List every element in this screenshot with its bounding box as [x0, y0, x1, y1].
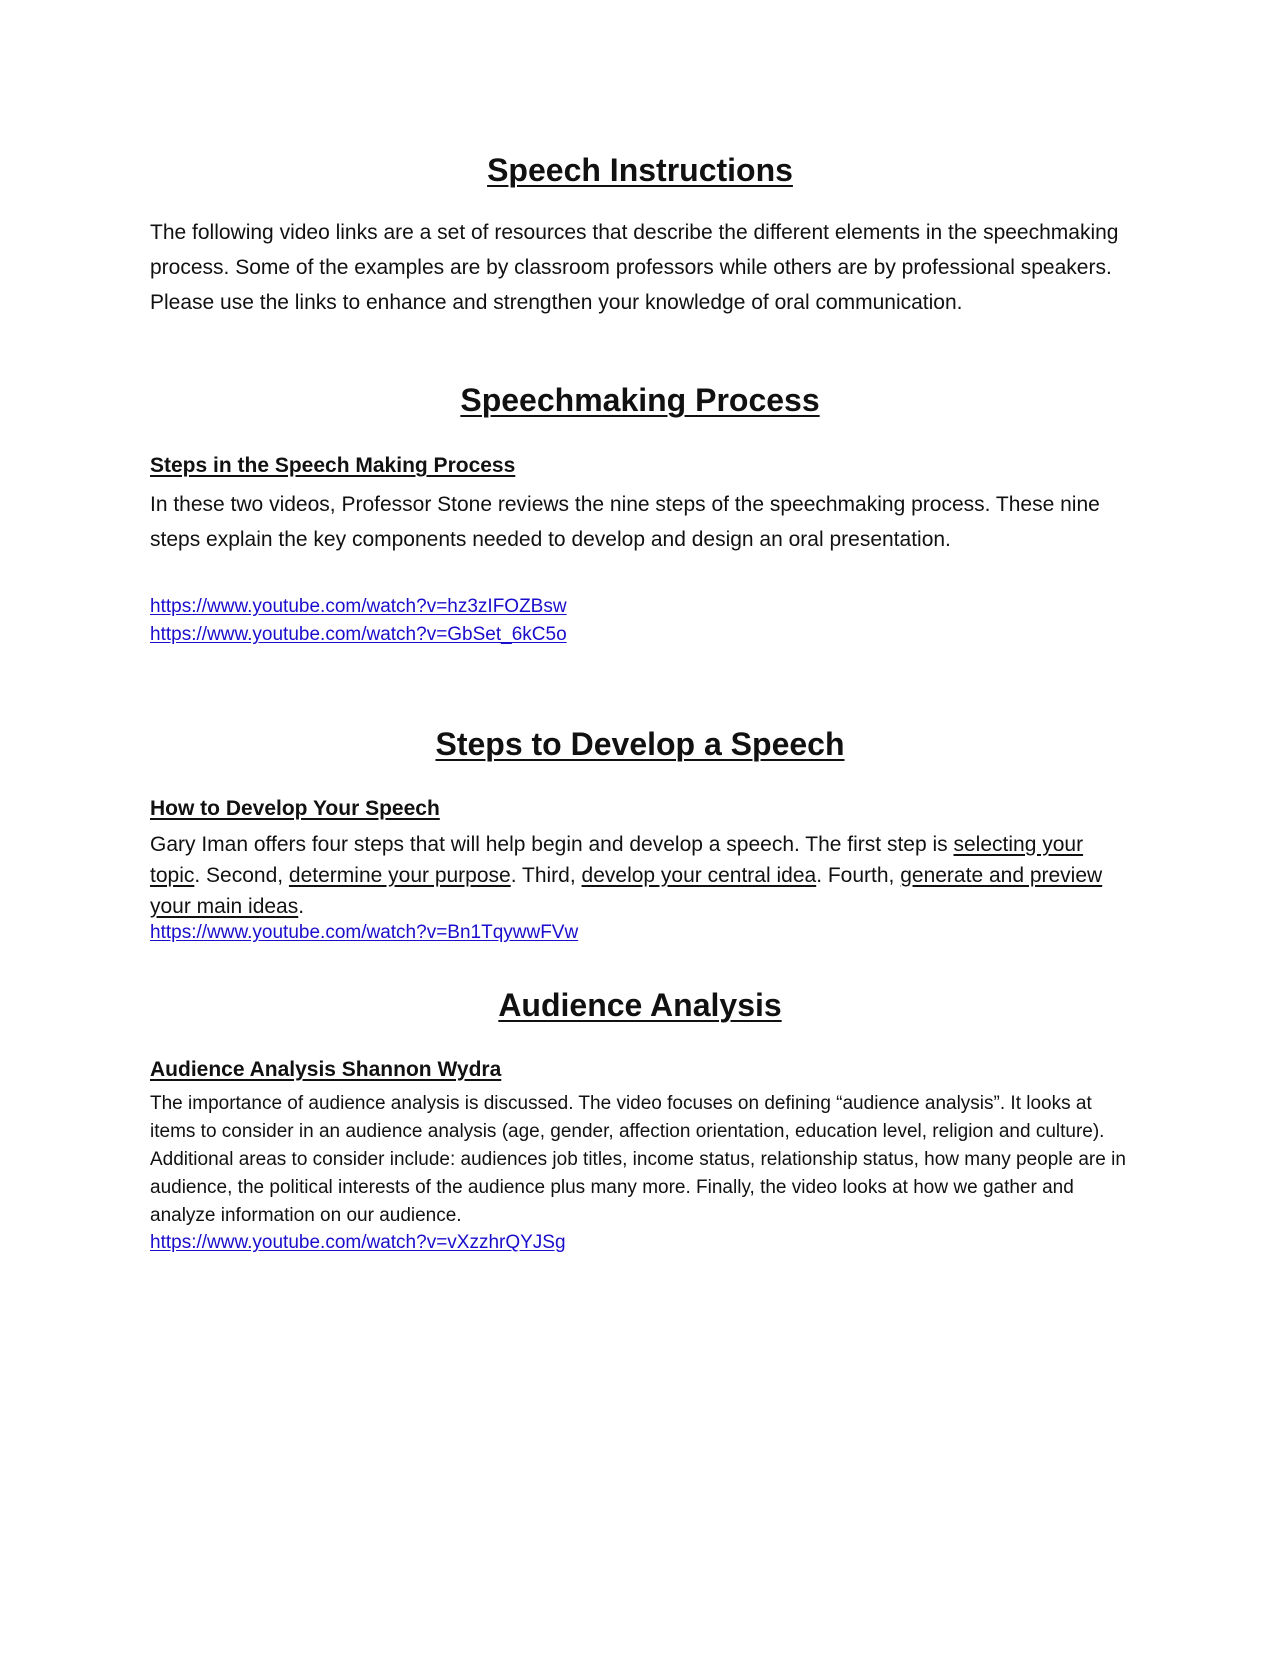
- audience-paragraph: The importance of audience analysis is discussed. The video focuses on defining “audience analysis”. It looks at items to consider in an audience analysis (age, gender, affection orientation, education level, religion and culture). Additional areas to consider include: audiences job titles, income status, relationship status, how many people are in audience, the political interests of the audience plus many more. Finally, the video looks at how we gather and analyze information on our audience.: [150, 1093, 1126, 1226]
- section-heading-develop: Steps to Develop a Speech: [435, 726, 845, 762]
- video-link-iman[interactable]: https://www.youtube.com/watch?v=Bn1TqywwFVw: [150, 922, 579, 943]
- video-link-stone-1[interactable]: https://www.youtube.com/watch?v=hz3zIFOZBsw: [150, 596, 567, 617]
- step-selecting-topic: selecting your topic: [150, 833, 1084, 887]
- section-heading-audience: Audience Analysis: [498, 987, 782, 1023]
- develop-separator: . Second,: [194, 864, 289, 887]
- intro-paragraph: The following video links are a set of resources that describe the different elements in the speechmaking process. Some of the examples are by classroom professors while others are by professional speakers. Please use the links to enhance and strengthen your knowledge of oral communication.: [150, 221, 1119, 314]
- step-main-ideas: generate and preview your main ideas: [150, 864, 1103, 918]
- subheading-speech-making-steps: Steps in the Speech Making Process: [150, 454, 516, 477]
- develop-separator: . Third,: [510, 864, 582, 887]
- develop-intro-text: Gary Iman offers four steps that will help begin and develop a speech. The first step is: [150, 833, 954, 856]
- video-link-stone-2[interactable]: https://www.youtube.com/watch?v=GbSet_6kC5o: [150, 624, 567, 645]
- develop-paragraph: [150, 829, 1130, 922]
- develop-separator: . Fourth,: [816, 864, 901, 887]
- subheading-audience-analysis: Audience Analysis Shannon Wydra: [150, 1058, 502, 1081]
- speechmaking-paragraph: In these two videos, Professor Stone reviews the nine steps of the speechmaking process. These nine steps explain the key components needed to develop and design an oral presentation.: [150, 493, 1100, 551]
- develop-end: .: [298, 895, 305, 918]
- subheading-develop-speech: How to Develop Your Speech: [150, 797, 440, 820]
- step-central-idea: develop your central idea: [581, 864, 817, 887]
- video-link-wydra[interactable]: https://www.youtube.com/watch?v=vXzzhrQYJSg: [150, 1232, 566, 1253]
- page-title: Speech Instructions: [487, 152, 793, 188]
- step-determine-purpose: determine your purpose: [288, 864, 511, 887]
- section-heading-speechmaking: Speechmaking Process: [460, 382, 820, 418]
